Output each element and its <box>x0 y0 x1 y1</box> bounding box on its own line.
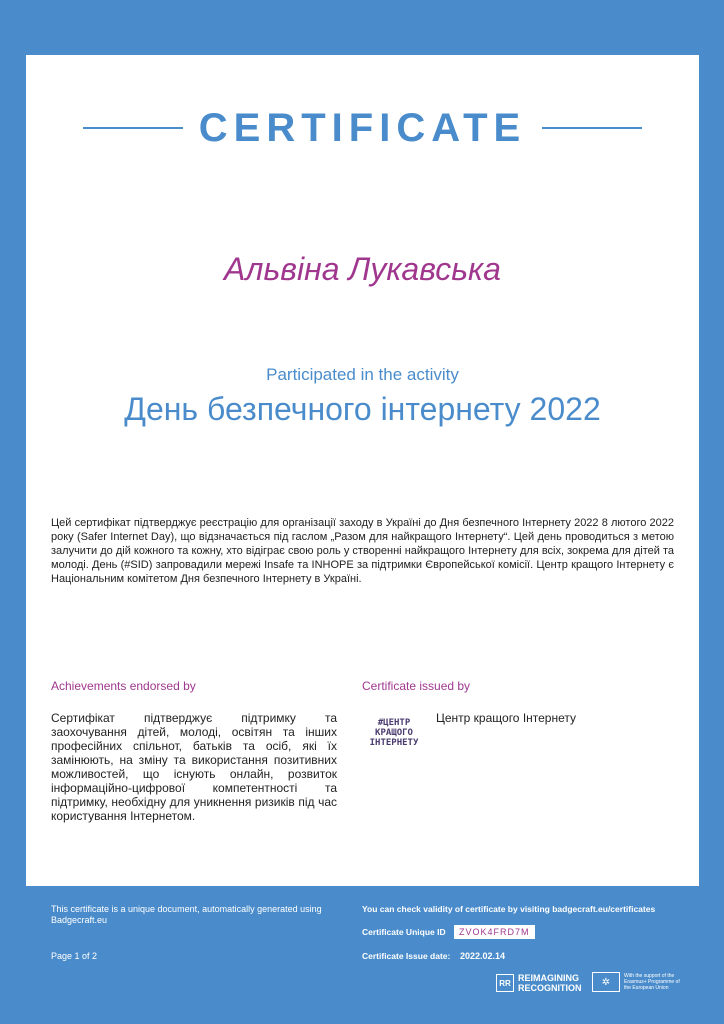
activity-label: Participated in the activity <box>266 365 459 384</box>
footer-note: This certificate is a unique document, automatically generated using Badgecraft.eu <box>51 904 322 925</box>
validity-check-text: You can check validity of certificate by visiting badgecraft.eu/certificates <box>362 904 656 914</box>
endorsed-text: Сертифікат підтверджує підтримку та заохочування дітей, молоді, освітян та інших професійних спільнот, батьків та осіб, які їх замінюють, на зміну та використання позитивних можливостей, що існують онлайн, розвиток інформаційно-цифрової компетентності та підтримку, необхідну для уникнення ризиків під час користування Інтернетом. <box>51 711 337 823</box>
rr-wordmark <box>518 973 582 993</box>
certificate-id-label: Certificate Unique ID <box>362 927 446 937</box>
certificate-sheet <box>26 55 699 886</box>
reimagining-recognition-logo <box>496 973 582 993</box>
issued-heading: Certificate issued by <box>362 679 471 693</box>
title-row <box>26 103 699 153</box>
footer <box>0 886 724 1024</box>
certificate-description: Цей сертифікат підтверджує реєстрацію для організації заходу в Україні до Дня безпечного Інтернету 2022 8 лютого 2022 року (Safer Internet Day), що відзначається під гаслом „Разом для найкращого Інтернету“. Цей день проводиться з метою залучити до дій кожного та кожну, хто відіграє свою роль у створенні найкращого Інтернету для всіх, зокрема для дітей та молоді. День (#SID) запровадили мережі Insafe та INHOPE за підтримки Європейської комісії. Центр кращого Інтернету є Національним комітетом Дня безпечного Інтернету в Україні. <box>51 517 674 585</box>
recipient-name: Альвіна Лукавська <box>224 251 501 287</box>
page-number: Page 1 of 2 <box>51 951 98 961</box>
certificate-title: CERTIFICATE <box>198 105 527 150</box>
erasmus-logo <box>592 972 688 992</box>
activity-name: День безпечного інтернету 2022 <box>124 391 601 427</box>
issuer-logo: #ЦЕНТР КРАЩОГО ІНТЕРНЕТУ <box>369 718 419 748</box>
rr-line1: REIMAGINING <box>518 973 580 983</box>
certificate-id-value: ZVOK4FRD7M <box>454 925 535 939</box>
rr-line2: RECOGNITION <box>518 983 582 993</box>
endorsed-heading: Achievements endorsed by <box>51 679 196 693</box>
issuer-name: Центр кращого Інтернету <box>436 711 577 725</box>
issue-date-label: Certificate Issue date: <box>362 951 451 961</box>
title-rule-left <box>83 127 183 129</box>
eu-flag-icon: ✲ <box>592 972 620 992</box>
eu-support-text: With the support of the Erasmus+ Programme of the European Union <box>624 973 680 991</box>
issue-date-value: 2022.02.14 <box>460 951 506 961</box>
rr-icon: RR <box>496 974 514 992</box>
title-rule-right <box>542 127 642 129</box>
